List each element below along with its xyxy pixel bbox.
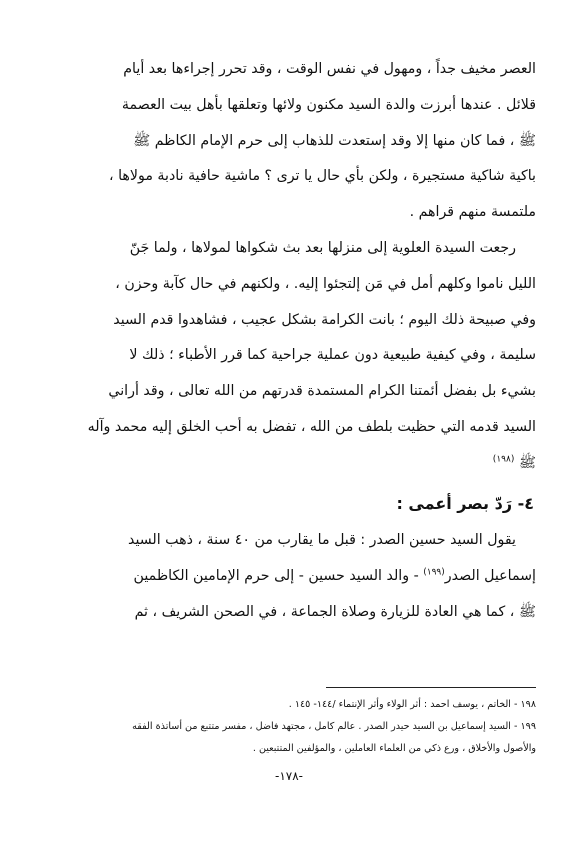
page-number: -١٧٨- [274, 769, 304, 783]
text-line [42, 559, 536, 595]
text-line: باكية شاكية مستجيرة ، ولكن بأي حال يا ترى ؟ ماشية حافية نادبة مولاها ، [109, 168, 536, 185]
text-line: رجعت السيدة العلوية إلى منزلها بعد بث شكواها لمولاها ، ولما جَنّ [129, 239, 516, 256]
main-text [42, 52, 536, 631]
text-fragment: ﷺ [518, 454, 536, 471]
text-line: يقول السيد حسين الصدر : قبل ما يقارب من ٤٠ سنة ، ذهب السيد [128, 532, 516, 549]
text-line: الليل ناموا وكلهم أمل في مَن إلتجئوا إليه. ، ولكنهم في حال كآبة وحزن ، [115, 275, 536, 292]
footnote-ref: (١٩٩) [423, 567, 445, 578]
text-line [42, 446, 536, 482]
text-line: ﷺ ، فما كان منها إلا وقد إستعدت للذهاب إلى حرم الإمام الكاظم ﷺ [133, 132, 536, 149]
footnote: والأصول والأخلاق ، ورع ذكي من العلماء العاملين ، والمؤلفين المتتبعين . [252, 743, 536, 754]
footnote: ١٩٨ - الخاتم ، يوسف احمد : أثر الولاء وأثر الإنتماء /١٤٤- ١٤٥ . [288, 699, 536, 710]
text-fragment: - والد السيد حسين - إلى حرم الإمامين الكاظمين [133, 568, 419, 585]
footnote: ١٩٩ - السيد إسماعيل بن السيد حيدر الصدر . عالم كامل ، مجتهد فاضل ، مفسر متتبع من أساتذة الفقه [132, 721, 536, 732]
text-line: السيد قدمه التي حظيت بلطف من الله ، تفضل به أحب الخلق إليه محمد وآله [87, 418, 536, 435]
text-line: ﷺ ، كما هي العادة للزيارة وصلاة الجماعة ، في الصحن الشريف ، ثم [134, 603, 536, 620]
footnote-ref: (١٩٨) [492, 454, 515, 465]
text-line: وفي صبيحة ذلك اليوم ؛ بانت الكرامة بشكل عجيب ، فشاهدوا قدم السيد [113, 311, 536, 328]
text-line: قلائل . عندها أبرزت والدة السيد مكنون ولائها وتعلقها بأهل بيت العصمة [121, 96, 536, 113]
footnote-divider [326, 687, 536, 688]
text-line: ملتمسة منهم قراهم . [409, 204, 536, 221]
text-line: سليمة ، وفي كيفية طبيعية دون عملية جراحية كما قرر الأطباء ؛ ذلك لا [129, 347, 536, 364]
text-line: بشيء بل بفضل أئمتنا الكرام المستمدة قدرتهم من الله تعالى ، وقد أراني [108, 383, 536, 400]
section-heading: ٤- رَدّ بصر أعمى : [396, 493, 534, 513]
text-line: العصر مخيف جداً ، ومهول في نفس الوقت ، وقد تحرر إجراءها بعد أيام [123, 61, 536, 77]
text-fragment: إسماعيل الصدر [444, 568, 536, 585]
footnotes [42, 694, 536, 760]
